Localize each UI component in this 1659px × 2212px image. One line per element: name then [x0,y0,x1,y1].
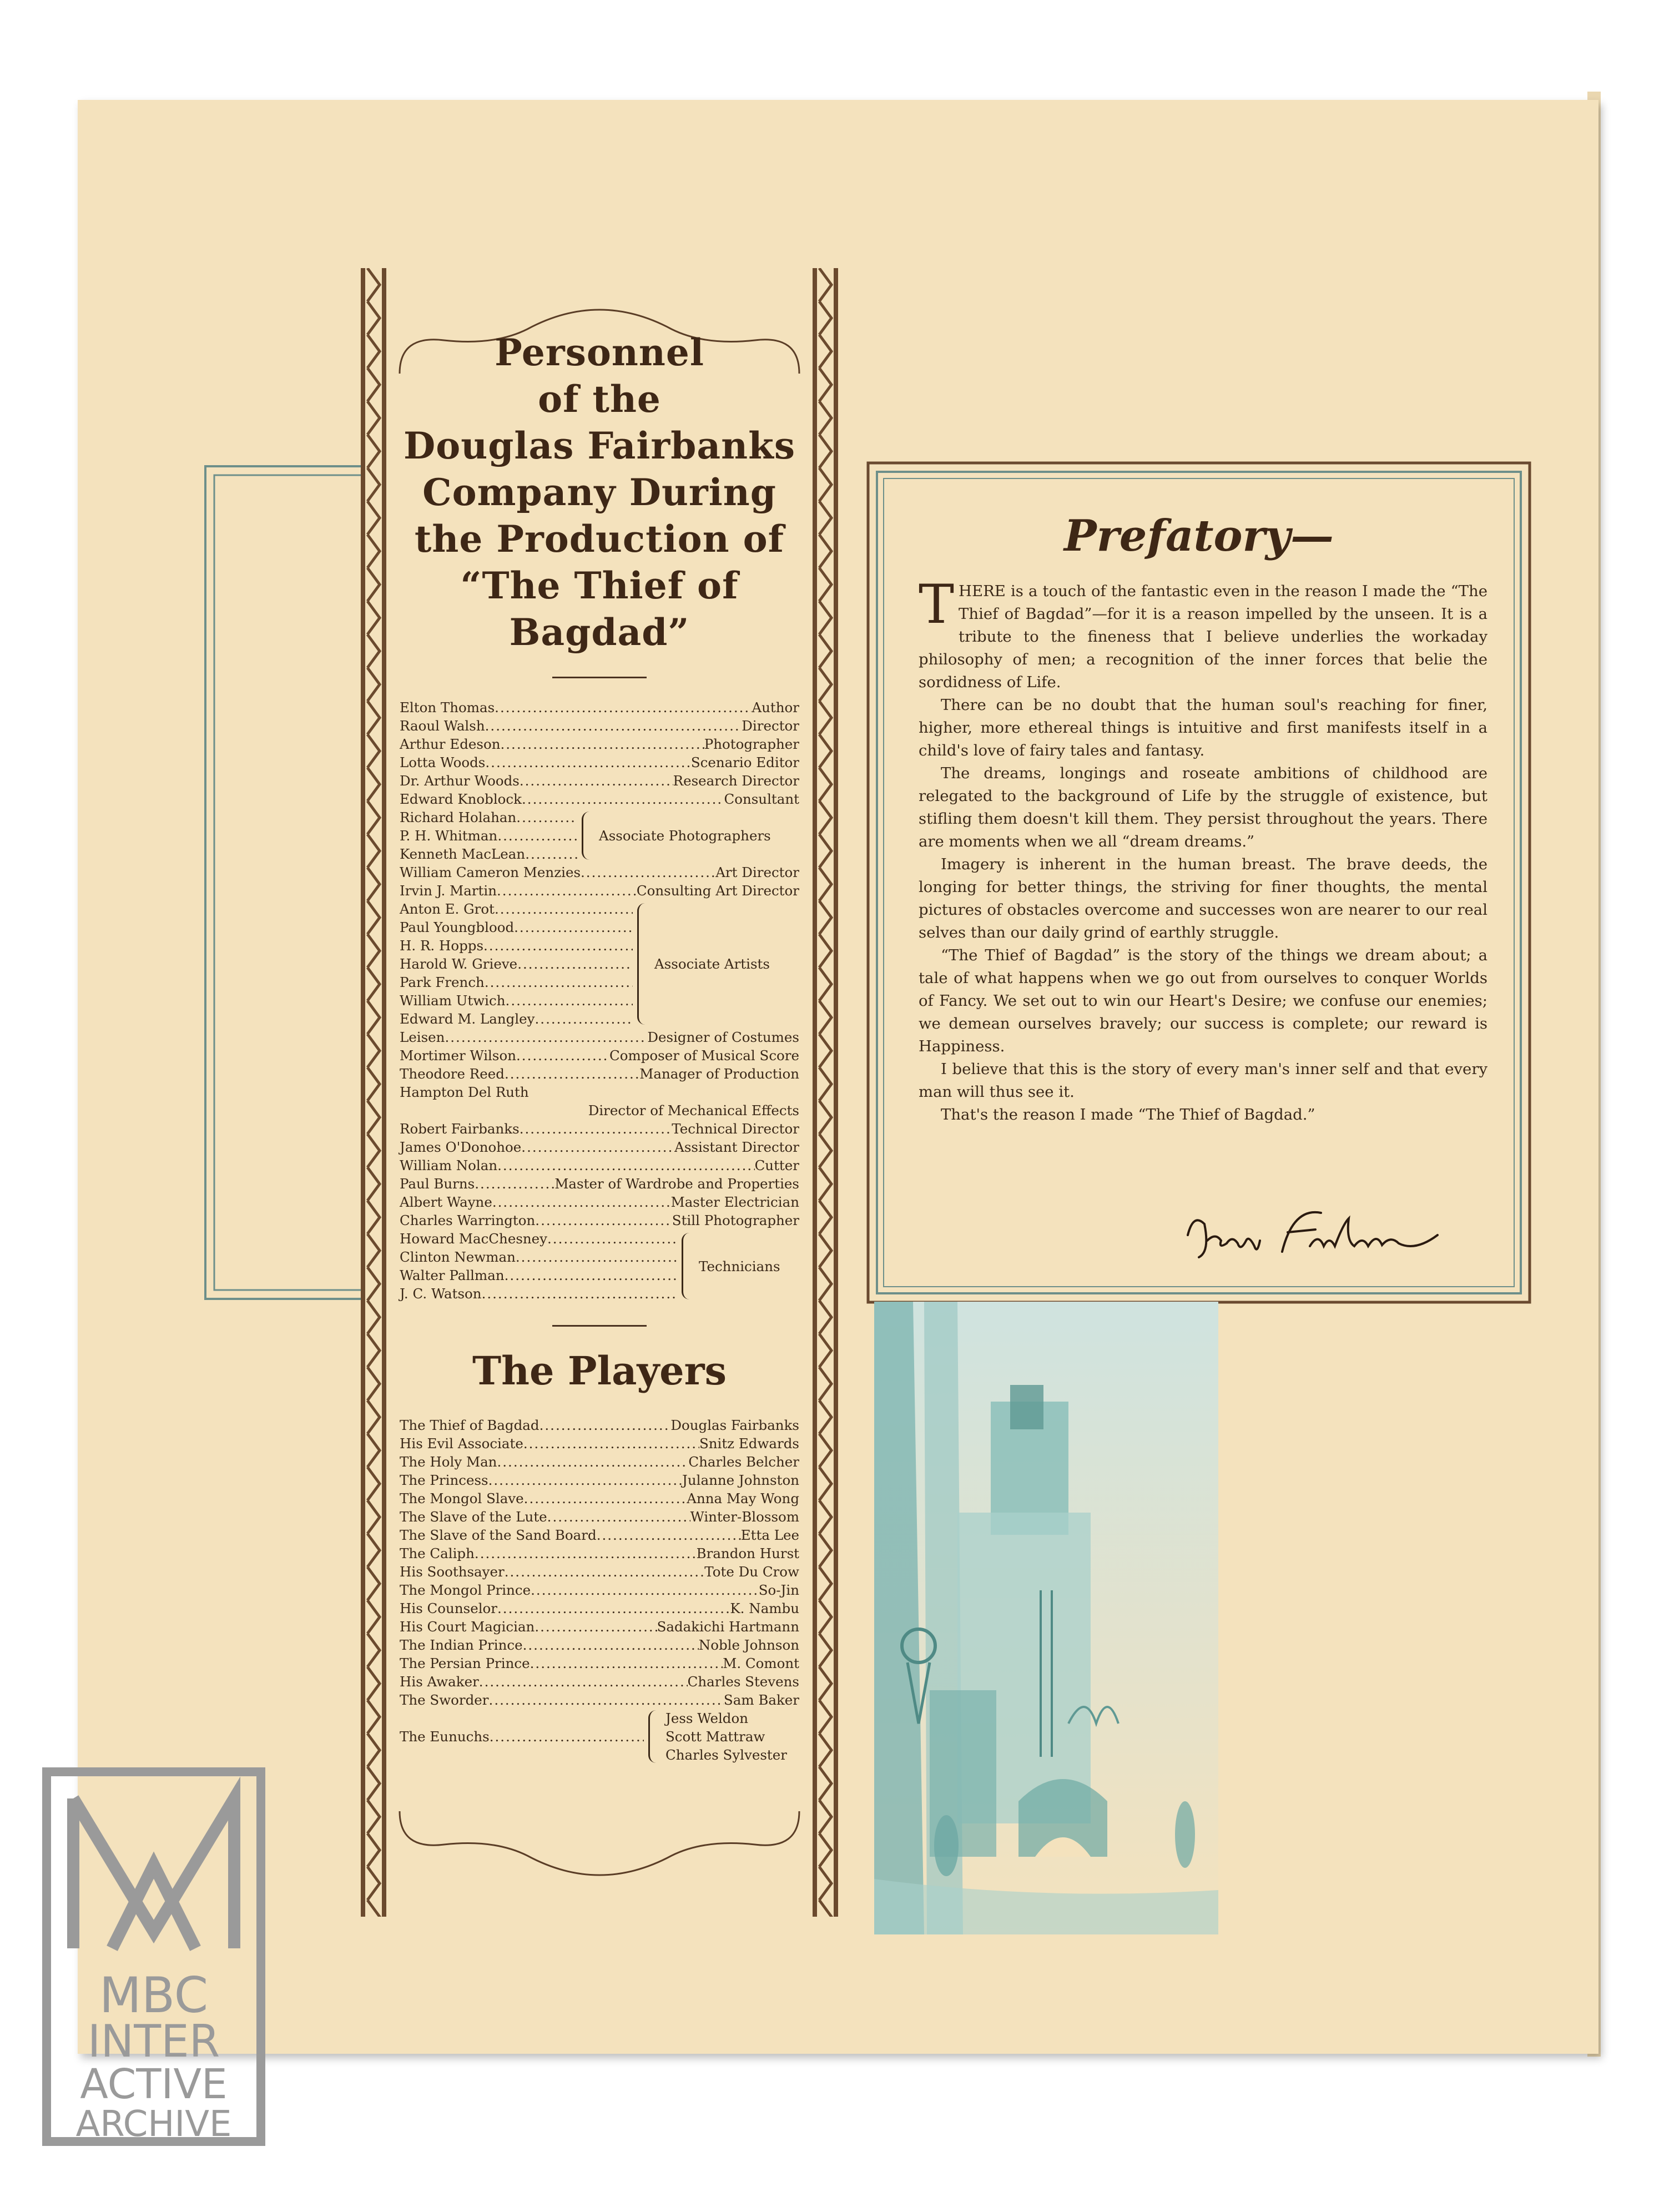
cast-row [400,1636,799,1654]
bagdad-street-illustration [874,1302,1363,1934]
cast-actor: Scott Mattraw [665,1729,765,1745]
cast-actor: Winter-Blossom [690,1509,799,1525]
heading-line: Douglas Fairbanks [403,424,795,467]
cast-role: The Thief of Bagdad [400,1417,539,1433]
credit-role: Designer of Costumes [647,1029,799,1045]
credit-name: Theodore Reed [400,1066,505,1082]
paragraph: Imagery is inherent in the human breast. The brave deeds, the longing for better things, the striving for finer thoughts, the mental pictures of obstacles overcome and successes won are nearer to our real selves than our daily grind of earthly struggle. [919,855,1487,941]
brace [637,903,651,1025]
credit-name: William Cameron Menzies [400,864,581,880]
group-name: William Utwich [400,992,506,1009]
personnel-column [361,268,838,1917]
cast-actor: Tote Du Crow [704,1564,799,1580]
credit-role: Master of Wardrobe and Properties [554,1176,799,1192]
cast-row [400,1526,799,1544]
heading-line: of the [538,377,661,421]
cast-row [400,1434,799,1453]
credit-role: Master Electrician [670,1194,799,1210]
cast-list [400,1416,799,1709]
group-name: Harold W. Grieve [400,956,518,972]
paragraph-text: HERE is a touch of the fantastic even in the reason I made the “The Thief of Bagdad”—for it is a reason impelled by the unseen. It is a tribute to the fineness that I believe underlies the workaday philosophy of men; a recognition of the inner forces that belie the sordidness of Life. [919,582,1487,691]
credit-name: Charles Warrington [400,1212,536,1228]
cast-row [400,1581,799,1599]
group-name: Clinton Newman [400,1249,516,1265]
cast-row [400,1563,799,1581]
prefatory-title: Prefatory— [1064,511,1334,561]
credit-role: Author [752,699,799,716]
group-name: H. R. Hopps [400,938,484,954]
credit-row [400,698,799,717]
cast-actor: Sadakichi Hartmann [657,1619,799,1635]
cast-actor: Julanne Johnston [682,1472,799,1488]
credit-name: Arthur Edeson [400,736,501,752]
credit-row [400,881,799,900]
group-name: Park French [400,974,485,990]
prefatory-text [919,573,1487,1126]
cast-role: The Slave of the Lute [400,1509,547,1525]
drop-cap: T [919,573,955,636]
group-role: Technicians [699,1258,780,1274]
cast-actor: Sam Baker [723,1692,799,1708]
credit-role: Art Director [715,864,799,880]
credit-role: Director [742,718,799,734]
credit-row [400,753,799,772]
cast-row [400,1544,799,1563]
credit-name: Paul Burns [400,1176,475,1192]
group-name: Edward M. Langley [400,1011,535,1027]
group-name: Richard Holahan [400,809,517,825]
credit-name: Raoul Walsh [400,718,485,734]
credit-row [400,1156,799,1175]
credit-row [400,1065,799,1083]
cast-actor: Etta Lee [740,1527,799,1543]
brace [582,812,596,860]
credit-role: Director of Mechanical Effects [588,1102,799,1118]
cast-role: His Soothsayer [400,1564,505,1580]
cast-role: The Slave of the Sand Board [400,1527,597,1543]
cast-role: The Eunuchs [400,1729,490,1745]
personnel-content [400,329,799,1764]
cast-actor: So-Jin [758,1582,799,1598]
credit-name: Albert Wayne [400,1194,492,1210]
logo-line: INTER [87,2016,220,2067]
credit-name: Mortimer Wilson [400,1047,516,1064]
credits-list [400,698,799,1303]
cast-role: The Persian Prince [400,1655,530,1671]
cast-row [400,1654,799,1672]
cast-row [400,1618,799,1636]
left-frame-extension [200,461,372,1304]
cast-role: The Princess [400,1472,488,1488]
credit-row [400,1120,799,1138]
cast-row [400,1416,799,1434]
credit-name: Elton Thomas [400,699,495,716]
cast-row [400,1453,799,1471]
cast-actor: Douglas Fairbanks [670,1417,799,1433]
credit-name: William Nolan [400,1157,498,1173]
logo-line: ARCHIVE [75,2104,232,2145]
credit-name: Leisen [400,1029,445,1045]
credit-row [400,1211,799,1230]
cast-role: The Mongol Prince [400,1582,531,1598]
paragraph: “The Thief of Bagdad” is the story of the things we dream about; a tale of what happens when we go out from ourselves to conquer Worlds of Fancy. We set out to win our Heart's Desire; we confuse our enemies; we demean ourselves bravely; our success is complete; our reward is Happiness. [919,946,1487,1055]
logo-line: MBC [99,1967,209,2024]
cast-actor: Noble Johnson [698,1637,799,1653]
credit-name: Edward Knoblock [400,791,522,807]
cast-actor: Anna May Wong [687,1490,799,1506]
credit-role: Consultant [724,791,799,807]
credit-role: Photographer [704,736,799,752]
credit-row [400,1101,799,1120]
cast-role: His Awaker [400,1674,479,1690]
group-name: J. C. Watson [400,1286,482,1302]
credit-role: Research Director [673,773,799,789]
cast-role: His Court Magician [400,1619,535,1635]
heading-line: the Production of [414,517,785,561]
players-title: The Players [472,1348,727,1394]
credit-row [400,772,799,790]
credit-row [400,863,799,881]
credit-row [400,1138,799,1156]
paragraph: There can be no doubt that the human soul's reaching for finer, higher, more ethereal things is intuitive and first manifests itself in a child's love of fairy tales and fantasy. [919,696,1487,759]
brace [682,1233,695,1299]
credit-row [400,1193,799,1211]
group-name: Paul Youngblood [400,919,515,935]
group-role: Associate Artists [654,956,770,972]
credit-role: Composer of Musical Score [609,1047,799,1064]
cast-actor: Brandon Hurst [696,1545,799,1561]
cast-actor: Jess Weldon [665,1710,748,1726]
group-name: Kenneth MacLean [400,846,526,862]
mbc-archive-logo [40,1765,268,2148]
group-role: Associate Photographers [599,828,771,844]
credit-name: Dr. Arthur Woods [400,773,520,789]
cast-actor: K. Nambu [730,1600,799,1616]
credit-role: Still Photographer [672,1212,799,1228]
group-name: Walter Pallman [400,1267,505,1283]
credit-row [400,1046,799,1065]
credit-role: Manager of Production [639,1066,799,1082]
credit-name: Robert Fairbanks [400,1121,520,1137]
cast-actor: M. Comont [723,1655,799,1671]
credit-row [400,1028,799,1046]
cast-role: His Evil Associate [400,1435,523,1452]
credit-name: Irvin J. Martin [400,883,497,899]
cast-actor: Charles Stevens [687,1674,799,1690]
cast-role: The Indian Prince [400,1637,523,1653]
credit-row [400,717,799,735]
divider [552,677,647,678]
prefatory-box [866,461,1532,1304]
group-name: P. H. Whitman [400,828,498,844]
logo-line: ACTIVE [80,2060,228,2108]
cast-row [400,1489,799,1508]
personnel-heading [400,329,799,656]
cast-row [400,1599,799,1618]
paragraph [919,573,1487,694]
cast-actor: Charles Sylvester [665,1747,787,1763]
credit-name: Hampton Del Ruth [400,1084,529,1100]
cast-row [400,1672,799,1691]
cast-eunuchs [400,1709,799,1764]
paragraph: I believe that this is the story of every man's inner self and that every man will thus see it. [919,1060,1487,1101]
paragraph: That's the reason I made “The Thief of Bagdad.” [941,1106,1315,1123]
credit-name: James O'Donohoe [400,1139,522,1155]
credit-group-artists [400,900,799,1028]
cast-actor: Snitz Edwards [699,1435,799,1452]
credit-role: Technical Director [672,1121,799,1137]
cast-actor: Charles Belcher [688,1454,799,1470]
group-name: Howard MacChesney [400,1231,548,1247]
cast-role: His Counselor [400,1600,497,1616]
heading-line: Personnel [495,331,704,374]
cast-row [400,1471,799,1489]
credit-group-technicians [400,1230,799,1303]
credit-group-photographers [400,808,799,863]
cast-role: The Sworder [400,1692,489,1708]
cast-role: The Caliph [400,1545,475,1561]
credit-name: Lotta Woods [400,754,486,770]
credit-role: Consulting Art Director [636,883,799,899]
divider [552,1325,647,1327]
credit-row [400,1175,799,1193]
credit-role: Cutter [754,1157,799,1173]
credit-row [400,790,799,808]
cast-row [400,1691,799,1709]
group-name: Anton E. Grot [400,901,495,917]
heading-line: “The Thief of Bagdad” [460,564,739,654]
signature [1177,1202,1454,1268]
credit-row [400,1083,799,1101]
paragraph: The dreams, longings and roseate ambitions of childhood are relegated to the background of Life by the struggle of existence, but stifling them doesn't kill them. They persist throughout the years. There are moments when we all “dream dreams.” [919,764,1487,850]
cast-role: The Mongol Slave [400,1490,524,1506]
heading-line: Company During [422,471,776,514]
cast-row [400,1508,799,1526]
credit-role: Assistant Director [674,1139,799,1155]
cast-role: The Holy Man [400,1454,497,1470]
credit-role: Scenario Editor [690,754,799,770]
credit-row [400,735,799,753]
brace [648,1710,662,1763]
